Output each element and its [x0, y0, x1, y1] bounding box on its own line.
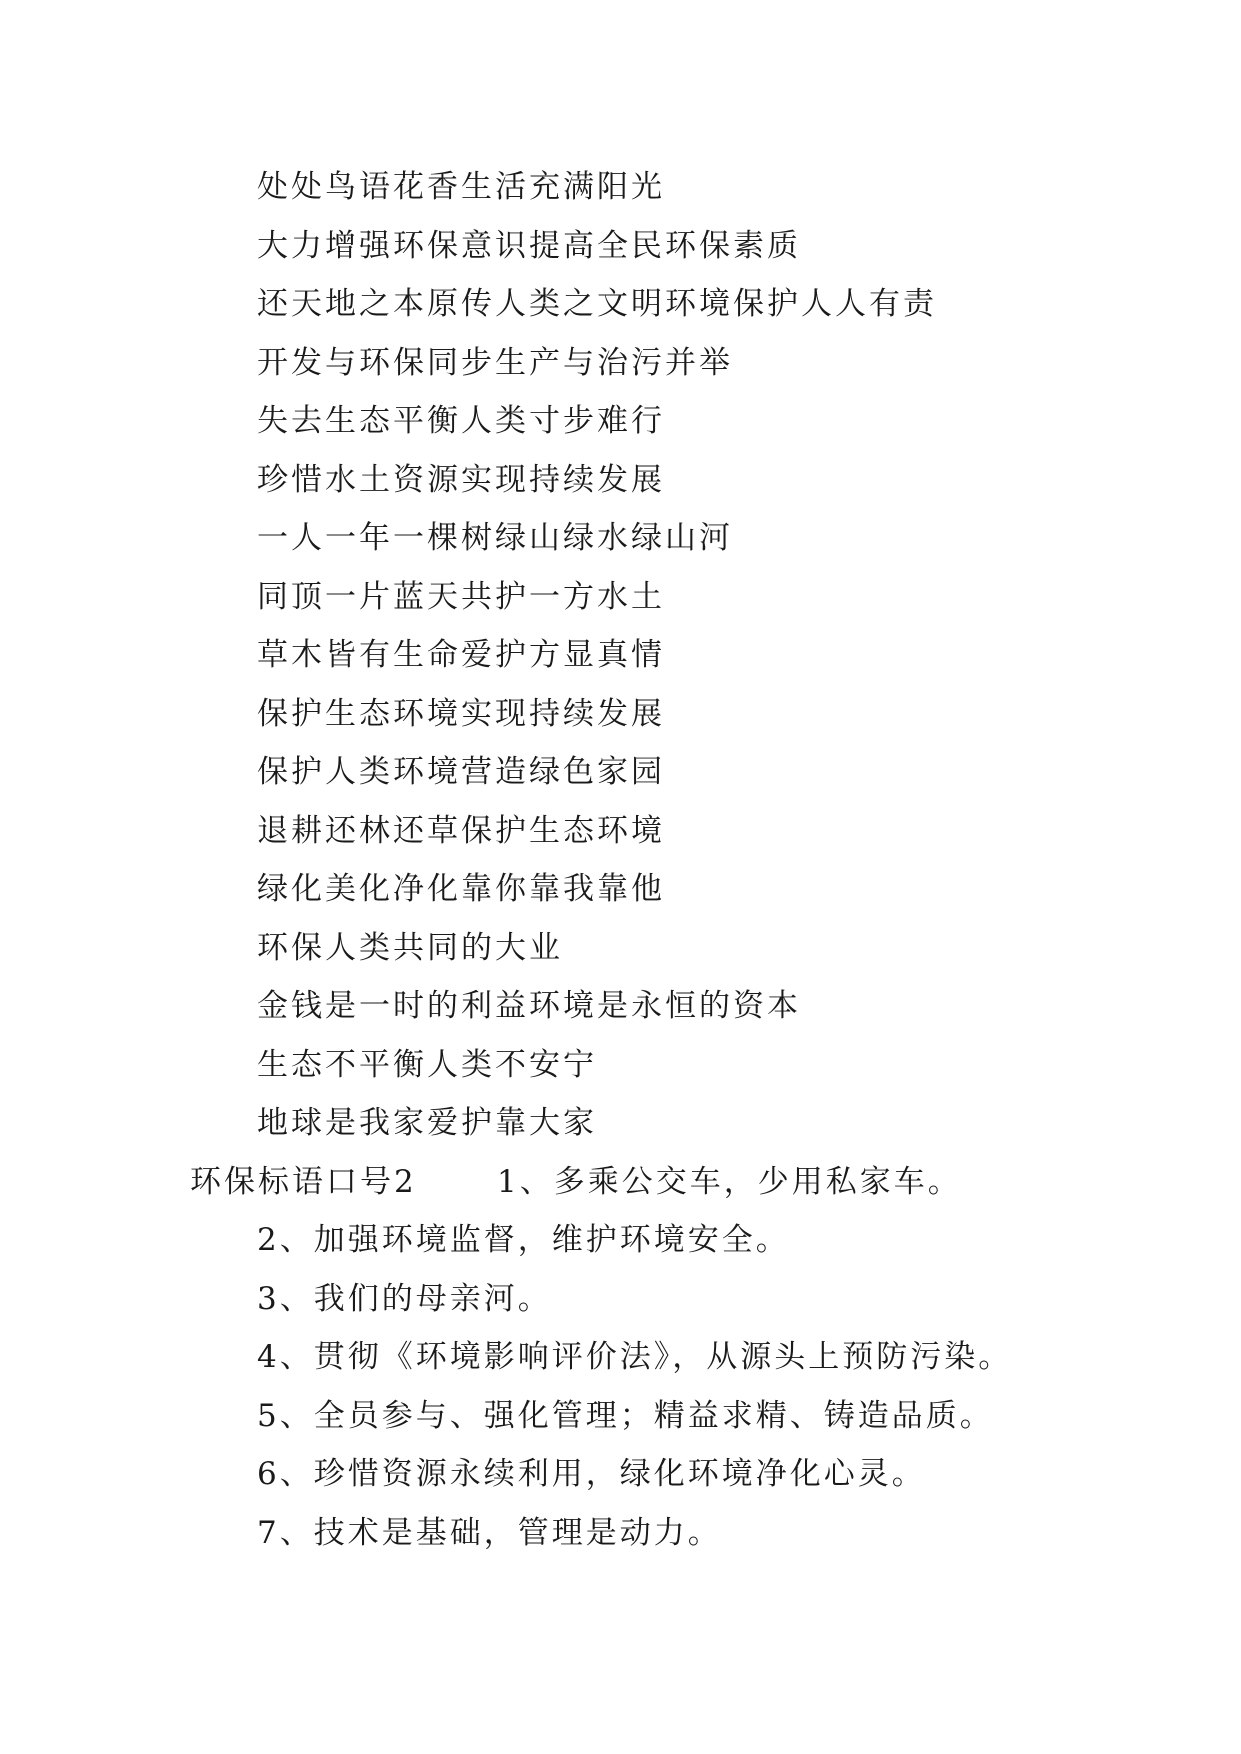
slogan-line: 还天地之本原传人类之文明环境保护人人有责: [257, 286, 937, 322]
list-item: 5、全员参与、强化管理；精益求精、铸造品质。: [257, 1397, 994, 1434]
list-item: 3、我们的母亲河。: [257, 1280, 552, 1317]
slogan-line: 环保人类共同的大业: [257, 929, 563, 966]
slogan-line: 处处鸟语花香生活充满阳光: [257, 169, 665, 205]
list-item: 7、技术是基础，管理是动力。: [257, 1514, 722, 1551]
section-heading-line: [0, 1153, 1241, 1212]
slogan-line: 生态不平衡人类不安宁: [257, 1046, 597, 1083]
slogan-line: 珍惜水土资源实现持续发展: [257, 461, 665, 498]
slogan-line: 开发与环保同步生产与治污并举: [257, 344, 733, 381]
list-item: 4、贯彻《环境影响评价法》，从源头上预防污染。: [257, 1339, 1013, 1375]
slogan-line: 一人一年一棵树绿山绿水绿山河: [257, 520, 733, 556]
slogan-line: 绿化美化净化靠你靠我靠他: [257, 871, 665, 907]
list-item: 1、多乘公交车，少用私家车。: [497, 1163, 962, 1200]
list-item: 2、加强环境监督，维护环境安全。: [257, 1222, 790, 1258]
slogan-line: 金钱是一时的利益环境是永恒的资本: [257, 988, 801, 1024]
list-item: 6、珍惜资源永续利用，绿化环境净化心灵。: [257, 1456, 926, 1492]
slogan-line: 退耕还林还草保护生态环境: [257, 812, 665, 849]
slogan-line: 同顶一片蓝天共护一方水土: [257, 578, 665, 615]
slogan-line: 保护人类环境营造绿色家园: [257, 754, 665, 790]
slogan-line: 保护生态环境实现持续发展: [257, 695, 665, 732]
section-heading: 环保标语口号2: [190, 1163, 417, 1200]
text-block: [0, 158, 1241, 1562]
slogan-line: 草木皆有生命爱护方显真情: [257, 637, 665, 673]
slogan-line: 大力增强环保意识提高全民环保素质: [257, 227, 801, 264]
slogan-line: 失去生态平衡人类寸步难行: [257, 403, 665, 439]
slogan-line: 地球是我家爱护靠大家: [257, 1105, 597, 1141]
